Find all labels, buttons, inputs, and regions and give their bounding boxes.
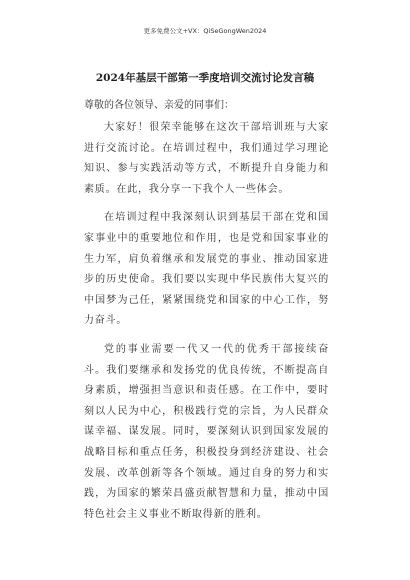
paragraph: 党的事业需要一代又一代的优秀干部接续奋斗。我们要继承和发扬党的优良传统，不断提高自身素质，增强担当意识和责任感。在工作中，要时刻以人民为中心，积极践行党的宗旨，为人民群众谋幸福、谋发展。同时，要深刻认识到国家发展的战略目标和重点任务，积极投身到经济建设、社会发展、改革创新等各个领域。通过自身的努力和实践，为国家的繁荣昌盛贡献智慧和力量，推动中国特色社会主义事业不断取得新的胜利。 — [84, 343, 329, 520]
paragraph: 大家好！很荣幸能够在这次干部培训班与大家进行交流讨论。在培训过程中，我们通过学习理论知识、参与实践活动等方式，不断提升自身能力和素质。在此，我分享一下我个人一些体会。 — [84, 122, 329, 195]
document-body — [84, 118, 329, 533]
paragraph: 在培训过程中我深刻认识到基层干部在党和国家事业中的重要地位和作用，也是党和国家事业的生力军，肩负着继承和发展党的事业、推动国家进步的历史使命。我们要以实现中华民族伟大复兴的中国梦为己任，紧紧围绕党和国家的中心工作，努力奋斗。 — [84, 212, 329, 327]
salutation: 尊敬的各位领导、亲爱的同事们： — [84, 100, 234, 111]
page-header: 更多免费公文+VX：QiSeGongWen2024 — [143, 27, 267, 35]
document-title: 2024年基层干部第一季度培训交流讨论发言稿 — [95, 72, 315, 84]
